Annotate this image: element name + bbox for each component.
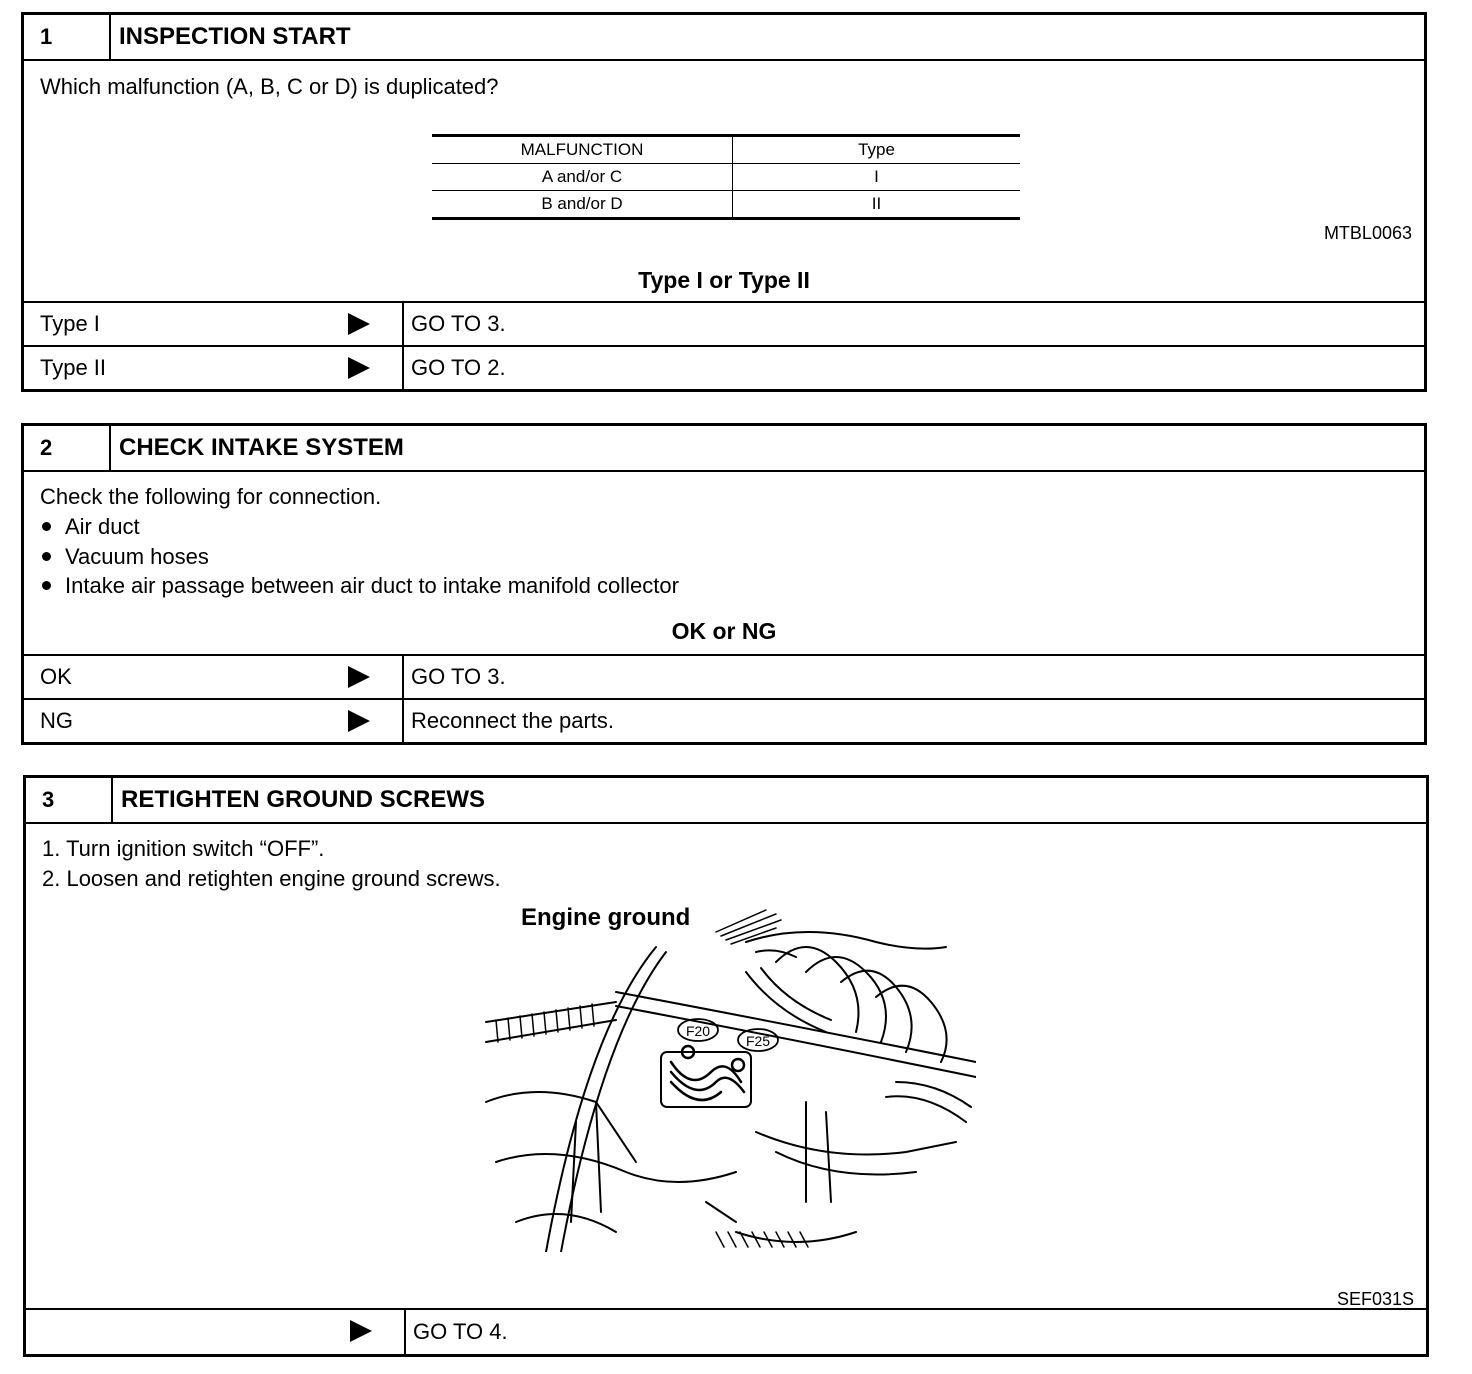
connector-label-f20: F20 — [685, 1023, 711, 1039]
figure-reference-code: SEF031S — [1336, 1289, 1414, 1309]
connector-label-f25: F25 — [745, 1033, 771, 1049]
right-arrow-icon — [348, 357, 370, 379]
step-body — [24, 472, 1424, 654]
table-reference-code: MTBL0063 — [1323, 223, 1412, 243]
step-1-box — [21, 12, 1427, 392]
result-action: GO TO 2. — [411, 355, 506, 380]
malfunction-table — [432, 134, 1020, 220]
result-row — [24, 301, 1424, 345]
table-cell: I — [733, 164, 1021, 191]
instruction-text: Check the following for connection. — [40, 484, 382, 509]
result-label: Type I — [40, 311, 100, 336]
engine-ground-illustration — [476, 902, 976, 1252]
right-arrow-icon — [350, 1320, 372, 1342]
table-row — [432, 164, 1020, 191]
table-cell: II — [733, 191, 1021, 219]
step-body — [26, 824, 1426, 1308]
step-header — [24, 15, 1424, 61]
step-number: 2 — [24, 426, 111, 470]
result-row — [24, 345, 1424, 389]
right-arrow-icon — [348, 313, 370, 335]
result-label: NG — [40, 708, 73, 733]
step-header — [26, 778, 1426, 824]
step-title: RETIGHTEN GROUND SCREWS — [121, 786, 486, 813]
procedure-step: 1. Turn ignition switch “OFF”. — [42, 836, 325, 861]
figure-label: Engine ground — [521, 904, 691, 931]
bullet-item: Vacuum hoses — [40, 544, 209, 570]
step-2-box — [21, 423, 1427, 745]
table-row — [432, 191, 1020, 219]
step-3-box — [23, 775, 1429, 1357]
step-header — [24, 426, 1424, 472]
right-arrow-icon — [348, 710, 370, 732]
step-number: 3 — [26, 778, 113, 822]
procedure-step: 2. Loosen and retighten engine ground screws. — [42, 866, 501, 891]
step-title: CHECK INTAKE SYSTEM — [119, 434, 404, 461]
result-action: GO TO 3. — [411, 664, 506, 689]
result-action: GO TO 4. — [413, 1319, 508, 1344]
decision-prompt: OK or NG — [671, 618, 777, 644]
decision-prompt: Type I or Type II — [638, 267, 810, 293]
result-action: GO TO 3. — [411, 311, 506, 336]
table-header: Type — [733, 136, 1021, 164]
result-action: Reconnect the parts. — [411, 708, 615, 733]
step-number: 1 — [24, 15, 111, 59]
result-label: OK — [40, 664, 72, 689]
table-cell: B and/or D — [432, 191, 733, 219]
result-row — [24, 698, 1424, 742]
table-header: MALFUNCTION — [432, 136, 733, 164]
question-text: Which malfunction (A, B, C or D) is duplicated? — [40, 74, 499, 99]
result-label: Type II — [40, 355, 107, 380]
bullet-item: Air duct — [40, 514, 140, 540]
bullet-item: Intake air passage between air duct to intake manifold collector — [40, 573, 679, 599]
result-row — [24, 654, 1424, 698]
step-title: INSPECTION START — [119, 23, 351, 50]
right-arrow-icon — [348, 666, 370, 688]
step-body — [24, 61, 1424, 301]
table-cell: A and/or C — [432, 164, 733, 191]
result-row — [26, 1308, 1426, 1354]
